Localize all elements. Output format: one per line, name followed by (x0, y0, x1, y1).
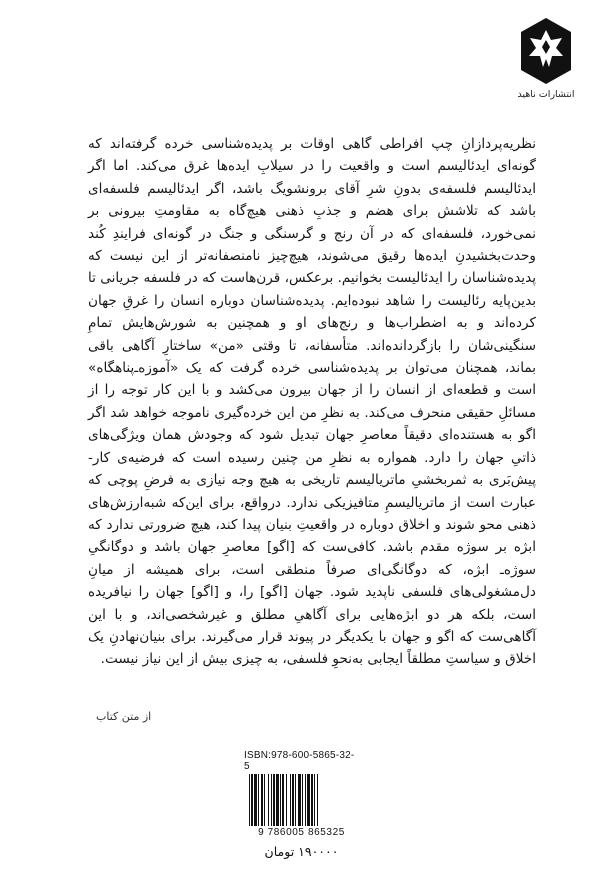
barcode-digits: 9 786005 865325 (258, 827, 345, 838)
barcode-bar (254, 774, 257, 826)
barcode-bar (251, 774, 253, 826)
barcode-bar (261, 774, 263, 826)
barcode-bar (295, 774, 296, 826)
barcode-bar (282, 774, 284, 826)
price-label: ۱۹۰۰۰۰ تومان (264, 844, 339, 859)
publisher-logo (518, 18, 574, 100)
barcode-bar (298, 774, 301, 826)
barcode-bar (317, 774, 318, 826)
isbn-label: ISBN:978-600-5865-32-5 (244, 750, 355, 772)
barcode-bar (290, 774, 291, 826)
barcode-bar (307, 774, 310, 826)
barcode-bar (264, 774, 265, 826)
star-emblem-icon (521, 18, 571, 84)
barcode-bar (280, 774, 281, 826)
publisher-name: انتشارات ناهید (517, 89, 575, 100)
source-note: از متن کتاب (96, 710, 152, 723)
barcode-bar (314, 774, 315, 826)
barcode-bar (276, 774, 279, 826)
barcode-icon (247, 774, 357, 826)
barcode-bar (249, 774, 250, 826)
barcode-bar (286, 774, 287, 826)
back-cover-excerpt: نظریه‌پردازانِ چپ افراطی گاهی اوقات بر پدیده‌شناسی خرده گرفته‌اند که گونه‌ای ایدئالیسم است و واقعیت را در سیلابِ ایده‌ها غرق می‌کند. اما اگر ایدئالیسم فلسفه‌ی بدونِ شرِ آقای برونشویگ باشد، اگر ایدئالیسم فلسفه‌ای باشد که تلاشش برای هضم و جذبِ ذهنی هیچ‌گاه به مقاومتِ بیرونی بر نمی‌خورد، فلسفه‌ای که در آن رنج و گرسنگی و جنگ در گونه‌ای فرایندِ کُند وحدت‌بخشیدنِ ایده‌ها رقیق می‌شوند، هیچ‌چیز نامنصفانه‌تر از این نیست که پدیده‌شناسان را ایدئالیست بخوانیم. برعکس، قرن‌هاست که در فلسفه جریانی تا بدین‌پایه رئالیست را شاهد نبوده‌ایم. پدیده‌شناسان دوباره انسان را غرقِ جهان کرده‌اند و به اضطراب‌ها و رنج‌های او و همچنین به شورش‌هایش تمامِ سنگینی‌شان را بازگردانده‌اند. متأسفانه، تا وقتی «من» ساختارِ آگاهی باقی بماند، همچنان می‌توان بر پدیده‌شناسی خرده گرفت که یک «آموزه‌ـ‌پناهگاه» است و قطعه‌ای از انسان را از جهان بیرون می‌کشد و با این کار توجه را از مسائلِ حقیقی منحرف می‌کند. به نظرِ من این خرده‌گیری ناموجه خواهد شد اگر اگو به هستنده‌ای دقیقاً معاصرِ جهان تبدیل شود که وجودش همان ویژگی‌های ذاتیِ جهان را دارد. همواره به نظرِ من چنین رسیده است که فرضیه‌ی کار‑ پیش‌بَری به ثمربخشیِ ماتریالیسم تاریخی به هیچ وجه نیازی به فرضِ پوچی که عبارت است از ماتریالیسمِ متافیزیکی ندارد. درواقع، برای این‌که شبه‌ارزش‌های ذهنی محو شوند و اخلاق دوباره در واقعیتِ بنیان پیدا کند، هیچ ضرورتی ندارد که ابژه بر سوژه مقدم باشد. کافی‌ست که [اگو] معاصرِ جهان باشد و دوگانگیِ سوژه‌ـ ابژه، که دوگانگی‌ای صرفاً منطقی است، برای همیشه از میانِ دل‌مشغولی‌های فلسفی ناپدید شود. جهان [اگو] را، و [اگو] جهان را نیافریده است، بلکه هر دو ابژه‌هایی برای آگاهیِ مطلق و غیرشخصی‌اند، و با این آگاهی‌ست که اگو و جهان با یکدیگر در پیوند قرار می‌گیرند. برای بنیان‌نهادنِ یک اخلاق و سیاستِ مطلقاً ایجابی به‌نحوِ فلسفی، به چیزی بیش از این نیاز نیست. (88, 136, 536, 668)
barcode-bar (258, 774, 259, 826)
barcode-bar (305, 774, 306, 826)
barcode-bar (311, 774, 313, 826)
isbn-block (244, 750, 359, 859)
barcode-bar (268, 774, 269, 826)
barcode-bar (302, 774, 303, 826)
barcode-bar (292, 774, 294, 826)
barcode-bar (273, 774, 275, 826)
barcode-bar (271, 774, 272, 826)
